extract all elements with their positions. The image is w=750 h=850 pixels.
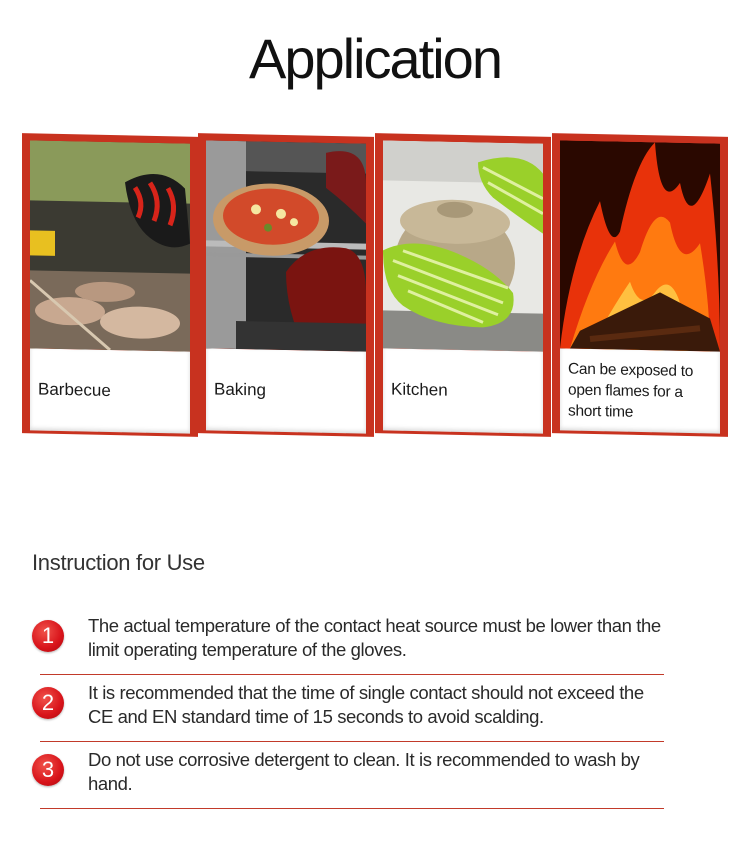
step-number-badge: 3 bbox=[32, 754, 64, 786]
instruction-step bbox=[40, 742, 664, 809]
step-text: It is recommended that the time of single contact should not exceed the CE and EN standard time of 15 seconds to avoid scalding. bbox=[88, 682, 644, 727]
application-card-kitchen bbox=[375, 133, 551, 437]
application-label: Can be exposed to open flames for a short time bbox=[560, 348, 720, 433]
application-cards bbox=[22, 135, 728, 455]
step-text: Do not use corrosive detergent to clean. It is recommended to wash by hand. bbox=[88, 749, 640, 794]
application-label: Kitchen bbox=[383, 348, 543, 433]
step-number-badge: 1 bbox=[32, 620, 64, 652]
instruction-steps bbox=[34, 608, 664, 809]
baking-photo bbox=[206, 140, 366, 351]
application-label: Barbecue bbox=[30, 348, 190, 433]
instructions-title: Instruction for Use bbox=[32, 550, 205, 575]
instruction-step bbox=[40, 675, 664, 742]
flames-photo bbox=[560, 140, 720, 351]
barbecue-photo bbox=[30, 140, 190, 351]
step-text: The actual temperature of the contact heat source must be lower than the limit operating temperature of the gloves. bbox=[88, 615, 661, 660]
application-card-open-flames bbox=[552, 133, 728, 437]
application-label: Baking bbox=[206, 348, 366, 433]
instruction-step bbox=[40, 608, 664, 675]
application-card-baking bbox=[198, 133, 374, 437]
page-title: Application bbox=[249, 27, 501, 90]
step-number-badge: 2 bbox=[32, 687, 64, 719]
application-card-barbecue bbox=[22, 133, 198, 437]
kitchen-photo bbox=[383, 140, 543, 351]
